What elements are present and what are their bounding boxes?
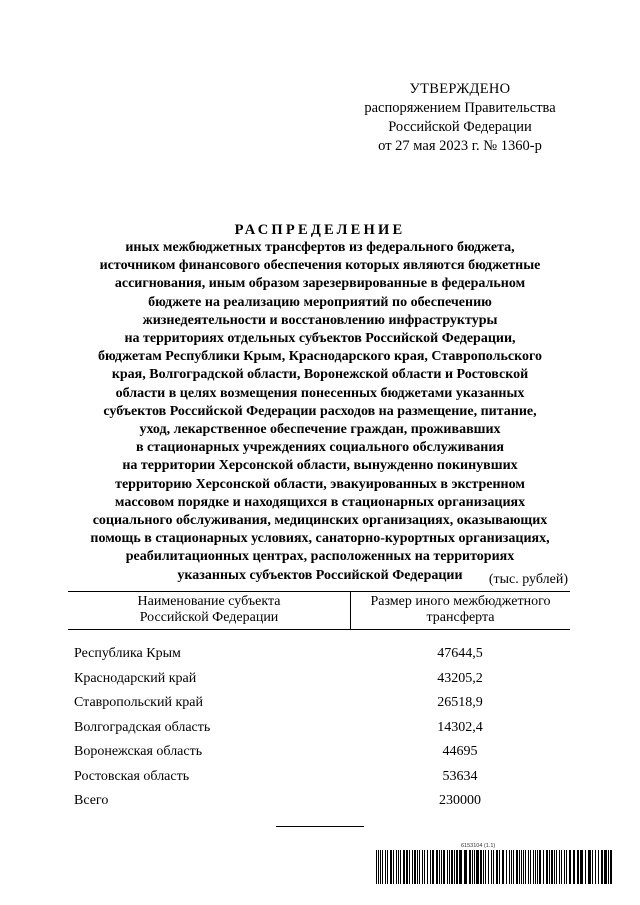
barcode-bar [528, 850, 529, 884]
barcode-bar [459, 850, 462, 884]
barcode-bar [414, 850, 416, 884]
barcode-bar [400, 850, 401, 884]
barcode-bar [535, 850, 536, 884]
row-subject: Республика Крым [74, 646, 181, 662]
table-row [68, 691, 570, 716]
barcode-bar [601, 850, 603, 884]
header-amount-line-2: трансферта [426, 610, 495, 625]
description-line: иных межбюджетных трансфертов из федерального бюджета, [125, 240, 515, 255]
barcode-bar [577, 850, 579, 884]
barcode-bar [509, 850, 510, 884]
barcode-bar [580, 850, 583, 884]
description-line: территорию Херсонской области, эвакуированных в экстренном [115, 476, 525, 492]
barcode-bar [566, 850, 567, 884]
row-subject: Ростовская область [74, 768, 190, 784]
description-line: на территориях отдельных субъектов Российской Федерации, [124, 331, 516, 347]
description-line: социального обслуживания, медицинских организациях, оказывающих [92, 513, 548, 529]
barcode-bar [454, 850, 455, 884]
row-subject: Всего [74, 793, 109, 809]
barcode-bar [449, 850, 450, 884]
barcode-bar [496, 850, 498, 884]
barcode-bar [385, 850, 386, 884]
barcode-bar [546, 850, 548, 884]
barcode-bar [604, 850, 607, 884]
barcode-bar [476, 850, 479, 884]
barcode-bar [488, 850, 489, 884]
row-amount: 47644,5 [437, 646, 483, 662]
barcode-bar [441, 850, 442, 884]
table-row [68, 740, 570, 765]
row-amount: 44695 [442, 744, 478, 760]
barcode-bar [559, 850, 560, 884]
description-line: на территории Херсонской области, вынужденно покинувших [122, 458, 518, 474]
header-subject-line-2: Российской Федерации [139, 610, 279, 625]
barcode-bar [464, 850, 467, 884]
barcode-bar [608, 850, 609, 884]
barcode-bar [406, 850, 408, 884]
document-description [60, 239, 580, 585]
barcode-bar [533, 850, 534, 884]
approval-line-1: распоряжением Правительства [364, 100, 556, 116]
barcode-bar [485, 850, 486, 884]
header-subject-line-1: Наименование субъекта [137, 594, 281, 609]
description-line: бюджетам Республики Крым, Краснодарского края, Ставропольского [98, 349, 542, 365]
table-row-total [68, 789, 570, 814]
description-line: края, Волгоградской области, Воронежской области и Ростовской [111, 367, 529, 383]
table-row [68, 642, 570, 667]
barcode-bar [521, 850, 522, 884]
barcode-bar [549, 850, 550, 884]
barcode-bar [469, 850, 471, 884]
barcode-bar [480, 850, 482, 884]
barcode-bar [382, 850, 383, 884]
description-line: источником финансового обеспечения которых являются бюджетные [99, 258, 541, 274]
table-header [68, 591, 570, 630]
approval-line-2: Российской Федерации [388, 119, 532, 135]
barcode-bar [569, 850, 571, 884]
description-line: массовом порядке и находящихся в стационарных организациях [114, 494, 526, 510]
units-label: (тыс. рублей) [488, 572, 568, 587]
description-line: уход, лекарственное обеспечение граждан, проживавших [139, 422, 501, 438]
table-row [68, 765, 570, 790]
barcode-bar [493, 850, 494, 884]
row-amount: 53634 [442, 768, 478, 784]
description-line: области в целях возмещения понесенных бюджетами указанных [115, 385, 525, 401]
barcode-bar [588, 850, 591, 884]
row-amount: 14302,4 [437, 719, 483, 735]
barcode-bar [376, 850, 377, 884]
barcode-bar [561, 850, 562, 884]
barcode-bar [378, 850, 379, 884]
barcode-bar [432, 850, 434, 884]
barcode-bar [447, 850, 448, 884]
barcode-bar [585, 850, 586, 884]
barcode-bar [525, 850, 526, 884]
barcode-bar [513, 850, 514, 884]
barcode-bar [506, 850, 507, 884]
table-row [68, 667, 570, 692]
barcode-bar [380, 850, 381, 884]
barcode-label: 6153104 (1.1) [461, 843, 496, 849]
barcode-bar [511, 850, 512, 884]
table-body [68, 642, 570, 814]
barcode-bar [390, 850, 392, 884]
approval-title: УТВЕРЖДЕНО [409, 81, 511, 97]
barcode-bar [502, 850, 504, 884]
description-line: в стационарных учреждениях социального обслуживания [135, 440, 505, 456]
barcode-bar [412, 850, 413, 884]
barcode-bar [424, 850, 425, 884]
description-line: бюджете на реализацию мероприятий по обеспечению [148, 294, 492, 310]
row-amount: 230000 [439, 793, 481, 809]
description-line: ассигнования, иным образом зарезервированные в федеральном [114, 276, 526, 292]
document-heading: РАСПРЕДЕЛЕНИЕ [234, 222, 406, 238]
distribution-table [68, 591, 570, 814]
barcode-bar [419, 850, 420, 884]
row-subject: Воронежская область [74, 744, 203, 760]
barcode-bar [539, 850, 541, 884]
barcode-bar [519, 850, 520, 884]
barcode-bar [551, 850, 553, 884]
barcode-bar [537, 850, 538, 884]
barcode-image [376, 850, 612, 884]
description-line: реабилитационных центрах, расположенных на территориях [125, 549, 515, 565]
approval-line-3: от 27 мая 2023 г. № 1360-р [378, 138, 542, 154]
barcode-bar [523, 850, 524, 884]
barcode-bar [472, 850, 473, 884]
barcode-bar [554, 850, 555, 884]
barcode-bar [474, 850, 475, 884]
barcode-bar [436, 850, 438, 884]
barcode-bar [456, 850, 458, 884]
barcode-bar [564, 850, 565, 884]
row-subject: Краснодарский край [74, 670, 197, 686]
description-line: жизнедеятельности и восстановлению инфраструктуры [142, 312, 498, 328]
row-subject: Ставропольский край [74, 695, 203, 711]
barcode-bar [610, 850, 612, 884]
barcode-bar [483, 850, 484, 884]
barcode-bar [451, 850, 453, 884]
row-amount: 26518,9 [437, 695, 483, 711]
barcode-bar [403, 850, 405, 884]
barcode-bar [396, 850, 397, 884]
table-row [68, 716, 570, 741]
barcode-bar [393, 850, 394, 884]
barcode-bar [417, 850, 418, 884]
description-line: субъектов Российской Федерации расходов на размещение, питание, [103, 403, 537, 419]
barcode-bar [409, 850, 410, 884]
barcode-bar [422, 850, 423, 884]
barcode-bar [439, 850, 440, 884]
barcode-bar [592, 850, 593, 884]
barcode-bar [556, 850, 557, 884]
barcode-bar [430, 850, 431, 884]
barcode-bar [387, 850, 388, 884]
approval-block [340, 80, 580, 156]
header-subject [68, 592, 351, 629]
barcode-bar [595, 850, 596, 884]
description-line: помощь в стационарных условиях, санаторно-курортных организациях, [90, 531, 550, 547]
barcode-block [376, 843, 612, 889]
header-amount-line-1: Размер иного межбюджетного [370, 594, 551, 609]
row-amount: 43205,2 [437, 670, 483, 686]
separator-line [276, 826, 364, 827]
barcode-bar [443, 850, 445, 884]
barcode-bar [530, 850, 531, 884]
barcode-bar [598, 850, 599, 884]
barcode-bar [491, 850, 492, 884]
barcode-bar [516, 850, 518, 884]
header-amount [351, 592, 570, 629]
barcode-bar [543, 850, 544, 884]
row-subject: Волгоградская область [74, 719, 211, 735]
barcode-bar [573, 850, 575, 884]
description-line: указанных субъектов Российской Федерации [177, 567, 463, 583]
barcode-bar [499, 850, 500, 884]
barcode-bar [427, 850, 428, 884]
barcode-bar [398, 850, 399, 884]
